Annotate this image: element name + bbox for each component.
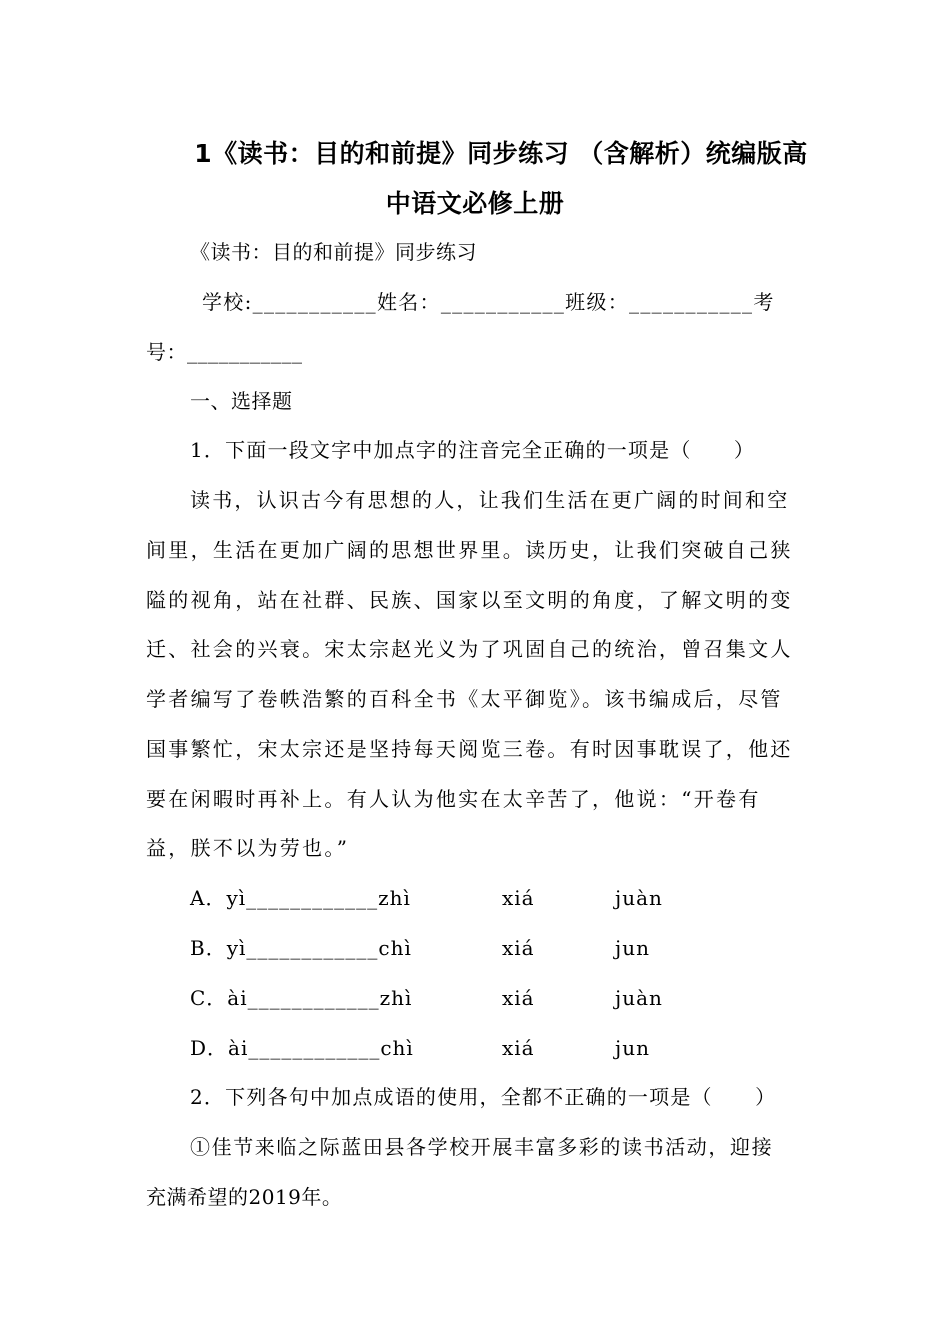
question-1-stem: 1．下面一段文字中加点字的注音完全正确的一项是（ ） (190, 438, 756, 462)
option-b-part-1: B．yì____________chì (190, 936, 412, 960)
question-2-stem: 2．下列各句中加点成语的使用，全都不正确的一项是（ ） (190, 1085, 777, 1109)
option-c-part-3: juàn (615, 986, 663, 1010)
option-a-part-3: juàn (615, 886, 663, 910)
student-info-line-1: 学校:___________姓名：___________班级：___________考 (202, 290, 775, 314)
passage-line: 益，朕不以为劳也。” (146, 836, 350, 860)
option-d-part-3: jun (615, 1036, 650, 1060)
option-b-part-3: jun (615, 936, 650, 960)
document-title-line-1: 1《读书：目的和前提》同步练习 （含解析）统编版高 (194, 139, 808, 168)
subtitle: 《读书：目的和前提》同步练习 (190, 240, 477, 264)
passage-line: 间里，生活在更加广阔的思想世界里。读历史，让我们突破自己狭 (146, 538, 793, 562)
passage-line: 隘的视角，站在社群、民族、国家以至文明的角度，了解文明的变 (146, 588, 793, 612)
option-c-part-1: C．ài____________zhì (190, 986, 413, 1010)
option-a-part-2: xiá (502, 886, 535, 910)
option-a-part-1: A．yì____________zhì (190, 886, 411, 910)
section-heading: 一、选择题 (190, 389, 293, 413)
passage-line: 学者编写了卷帙浩繁的百科全书《太平御览》。该书编成后，尽管 (146, 687, 783, 711)
student-info-line-2: 号：___________ (146, 340, 303, 364)
document-title-line-2: 中语文必修上册 (385, 189, 565, 218)
question-2-item-1-line-2: 充满希望的2019年。 (146, 1185, 343, 1209)
passage-line: 要在闲暇时再补上。有人认为他实在太辛苦了，他说：“开卷有 (146, 787, 761, 811)
option-b-part-2: xiá (502, 936, 535, 960)
question-2-item-1-line-1: ①佳节来临之际蓝田县各学校开展丰富多彩的读书活动，迎接 (190, 1135, 774, 1159)
passage-line: 读书，认识古今有思想的人，让我们生活在更广阔的时间和空 (190, 488, 790, 512)
passage-line: 迁、社会的兴衰。宋太宗赵光义为了巩固自己的统治，曾召集文人 (146, 637, 793, 661)
option-d-part-1: D．ài____________chì (190, 1036, 414, 1060)
option-d-part-2: xiá (502, 1036, 535, 1060)
passage-line: 国事繁忙，宋太宗还是坚持每天阅览三卷。有时因事耽误了，他还 (146, 737, 793, 761)
option-c-part-2: xiá (502, 986, 535, 1010)
